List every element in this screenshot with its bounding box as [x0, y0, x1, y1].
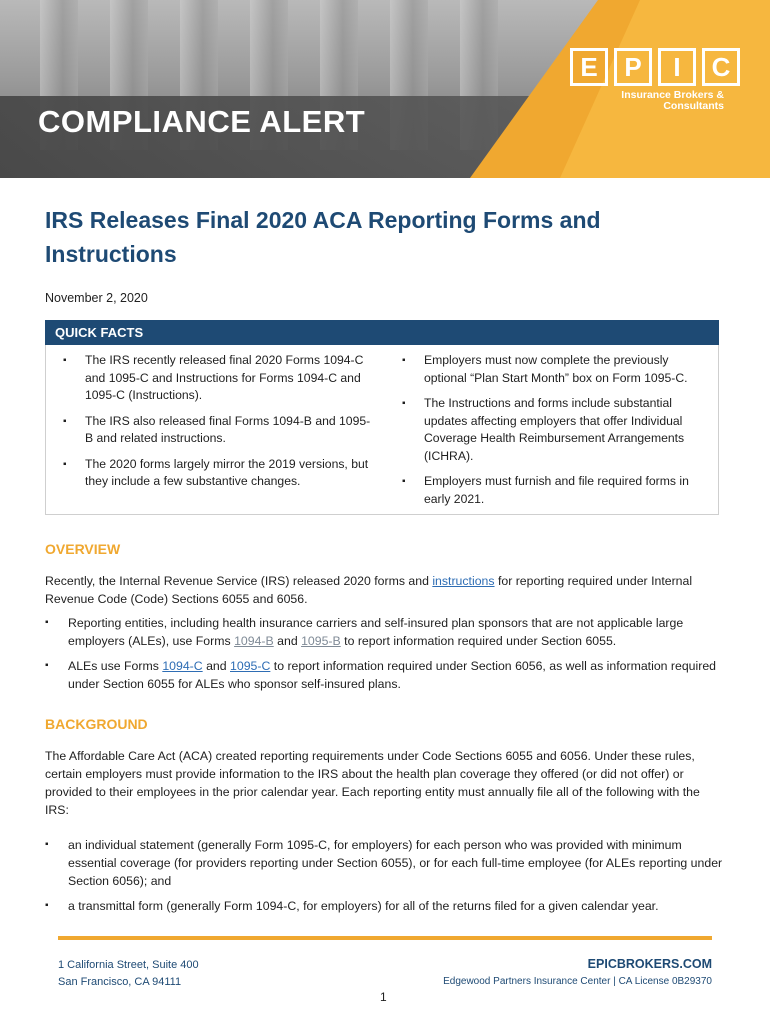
page-number: 1: [380, 990, 387, 1004]
overview-bullet: [45, 657, 725, 693]
logo-tagline-line2: Consultants: [663, 100, 724, 112]
quick-fact-item: ▪ The IRS recently released final 2020 Forms 1094-C and 1095-C and Instructions for Forms 1094-C and 1095-C (Instructions).: [61, 352, 371, 405]
logo-letter: I: [658, 48, 696, 86]
overview-intro-text: Recently, the Internal Revenue Service (IRS) released 2020 forms and: [45, 574, 433, 588]
form-1094c-link[interactable]: 1094-C: [162, 659, 203, 673]
form-1095b-link[interactable]: 1095-B: [301, 634, 341, 648]
logo-letter: C: [702, 48, 740, 86]
footer-website[interactable]: EPICBROKERS.COM: [587, 957, 712, 971]
quick-facts-left: [61, 352, 371, 499]
quick-fact-item: ▪ The Instructions and forms include substantial updates affecting employers that offer Individual Coverage Health Reimbursement Arrangements (ICHRA).: [400, 395, 710, 465]
quick-fact-item: ▪ Employers must now complete the previously optional “Plan Start Month” box on Form 1095-C.: [400, 352, 710, 387]
bullet-text: ALEs use Forms: [68, 659, 163, 673]
overview-bullets: [45, 614, 725, 700]
form-1095c-link[interactable]: 1095-C: [230, 659, 271, 673]
footer-license: Edgewood Partners Insurance Center | CA License 0B29370: [443, 976, 712, 987]
quick-fact-item: ▪ The IRS also released final Forms 1094-B and 1095-B and related instructions.: [61, 413, 371, 448]
header-banner: [0, 0, 770, 178]
overview-bullet: [45, 614, 725, 650]
bullet-text: and: [202, 659, 231, 673]
quick-facts-right: [400, 352, 710, 516]
background-paragraph: The Affordable Care Act (ACA) created reporting requirements under Code Sections 6055 and 6056. Under these rules, certain employers must provide information to the IRS about the health plan coverage they offered (or did not offer) or provided to their employees in the prior calendar year. Each reporting entity must annually file all of the following with the IRS:: [45, 749, 700, 817]
quick-facts-heading: QUICK FACTS: [45, 320, 719, 345]
overview-intro-text: for reporting required under Internal Revenue Code (Code) Sections 6055 and 6056.: [45, 574, 693, 606]
footer-rule: [58, 936, 712, 940]
address-line: San Francisco, CA 94111: [58, 976, 182, 988]
bullet-text: to report information required under Section 6055.: [340, 634, 617, 648]
background-heading: BACKGROUND: [45, 716, 148, 732]
quick-fact-item: ▪ The 2020 forms largely mirror the 2019 versions, but they include a few substantive changes.: [61, 456, 371, 491]
background-bullet: ▪ a transmittal form (generally Form 1094-C, for employers) for all of the returns filed for a given calendar year.: [45, 897, 725, 915]
address-line: 1 California Street, Suite 400: [58, 959, 199, 971]
logo-letter: P: [614, 48, 652, 86]
background-bullets: [45, 836, 725, 922]
article-date: November 2, 2020: [45, 291, 148, 305]
overview-intro: [45, 572, 725, 608]
bullet-text: Reporting entities, including health insurance carriers and self-insured plan sponsors that are not applicable large employers (ALEs), use Forms: [68, 616, 684, 648]
background-bullet: ▪ an individual statement (generally Form 1095-C, for employers) for each person who was provided with minimum essential coverage (for providers reporting under Section 6055), or for each full-time employee (for ALEs reporting under Section 6056); and: [45, 836, 725, 890]
epic-logo: [570, 48, 740, 86]
logo-tagline-line1: Insurance Brokers &: [621, 89, 724, 101]
logo-letter: E: [570, 48, 608, 86]
bullet-text: and: [273, 634, 302, 648]
bullet-text: to report information required under Section 6056, as well as information required under Section 6055 for ALEs who sponsor self-insured plans.: [68, 659, 717, 691]
form-1094b-link[interactable]: 1094-B: [234, 634, 274, 648]
footer-address: [58, 957, 199, 991]
logo-tagline: [620, 90, 724, 112]
quick-fact-item: ▪ Employers must furnish and file required forms in early 2021.: [400, 473, 710, 508]
article-title: IRS Releases Final 2020 ACA Reporting Forms and Instructions: [45, 207, 601, 267]
banner-title: COMPLIANCE ALERT: [38, 104, 366, 139]
instructions-link[interactable]: instructions: [432, 574, 495, 588]
overview-heading: OVERVIEW: [45, 541, 121, 557]
